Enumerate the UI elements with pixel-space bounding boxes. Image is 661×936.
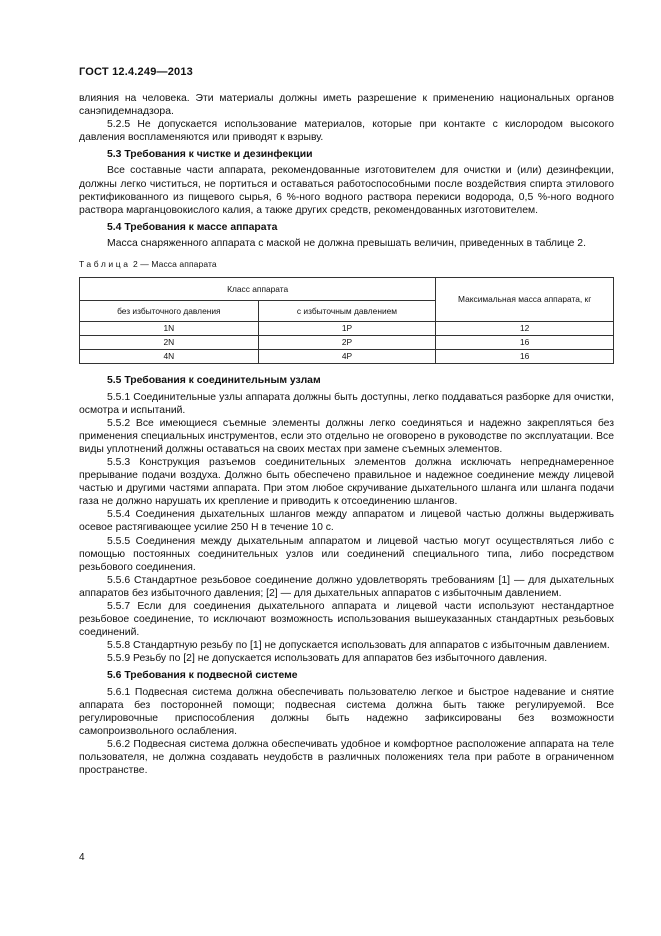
clause-5-5-1: 5.5.1 Соединительные узлы аппарата должны быть доступны, легко поддаваться разборке для очистки, осмотра и испытаний. bbox=[79, 391, 614, 416]
clause-5-5-3: 5.5.3 Конструкция разъемов соединительных элементов должна исключать непреднамеренное прерывание подачи воздуха. Должно быть обеспечено правильное и надежное соединение между лицевой частью и другими частями аппарата. При этом любое скручивание дыхательного шланга или шланга подачи газа не должно нарушать их крепление и приводить к отсоединению шлангов. bbox=[79, 456, 614, 508]
table-cell: 16 bbox=[436, 336, 614, 350]
table-cell: 4P bbox=[258, 350, 436, 364]
table-row bbox=[80, 322, 614, 336]
clause-5-6-2: 5.6.2 Подвесная система должна обеспечивать удобное и комфортное расположение аппарата на теле пользователя, не должна создавать неудобств в различных положениях тела при работе в ограниченном пространстве. bbox=[79, 738, 614, 777]
table-cell: 2P bbox=[258, 336, 436, 350]
table-cell: 4N bbox=[80, 350, 259, 364]
page-number: 4 bbox=[79, 852, 85, 863]
section-heading-5-4: 5.4 Требования к массе аппарата bbox=[107, 221, 278, 233]
table-caption-title: 2 — Масса аппарата bbox=[130, 259, 217, 270]
section-heading-5-5: 5.5 Требования к соединительным узлам bbox=[107, 375, 321, 387]
clause-5-5-7: 5.5.7 Если для соединения дыхательного аппарата и лицевой части используют нестандартное резьбовое соединение, то исключают возможность использования вышеуказанных стандартных резьбовых соединений. bbox=[79, 601, 614, 639]
table-caption bbox=[79, 258, 614, 271]
table-header-overpressure: с избыточным давлением bbox=[258, 301, 436, 322]
table-caption-prefix: Таблица bbox=[79, 259, 131, 270]
table-cell: 12 bbox=[436, 322, 614, 336]
table-header-max-mass: Максимальная масса аппарата, кг bbox=[436, 278, 614, 322]
clause-5-5-5: 5.5.5 Соединения между дыхательным аппаратом и лицевой частью могут осуществляться либо с помощью постоянных соединительных узлов или соединений специального типа, либо посредством резьбового соединения. bbox=[79, 535, 614, 573]
clause-5-5-4: 5.5.4 Соединения дыхательных шлангов между аппаратом и лицевой частью должны выдерживать осевое растягивающее усилие 250 Н в течение 10 с. bbox=[79, 509, 614, 534]
table-cell: 1P bbox=[258, 322, 436, 336]
document-body bbox=[79, 92, 614, 777]
paragraph-continued: влияния на человека. Эти материалы должны иметь разрешение к применению национальных органов санэпидемнадзора. bbox=[79, 93, 614, 118]
section-heading-5-3: 5.3 Требования к чистке и дезинфекции bbox=[107, 149, 313, 161]
section-heading-5-6: 5.6 Требования к подвесной системе bbox=[107, 670, 298, 682]
table-cell: 16 bbox=[436, 350, 614, 364]
clause-5-5-8: 5.5.8 Стандартную резьбу по [1] не допускается использовать для аппаратов с избыточным давлением. bbox=[107, 640, 610, 652]
section-5-3-text: Все составные части аппарата, рекомендованные изготовителем для очистки и (или) дезинфекции, должны легко чиститься, не портиться и оставаться работоспособными после воздействия спирта этилового ректификованного из пищевого сырья, 6 %-ного водного раствора перекиси водорода, 0,5 %-ного водного раствора марганцовокислого калия, а также других средств, рекомендованных изготовителем. bbox=[79, 165, 614, 216]
clause-5-5-6: 5.5.6 Стандартное резьбовое соединение должно удовлетворять требованиям [1] — для дыхательных аппаратов без избыточного давления; [2] — для дыхательных аппаратов с избыточным давлением. bbox=[79, 574, 614, 599]
section-5-4-text: Масса снаряженного аппарата с маской не должна превышать величин, приведенных в таблице 2. bbox=[107, 237, 586, 249]
table-row bbox=[80, 336, 614, 350]
table-cell: 1N bbox=[80, 322, 259, 336]
mass-table bbox=[79, 277, 614, 364]
clause-5-2-5: 5.2.5 Не допускается использование материалов, которые при контакте с кислородом высокого давления воспламеняются или приводят к взрыву. bbox=[79, 119, 614, 144]
clause-5-5-2: 5.5.2 Все имеющиеся съемные элементы должны легко соединяться и надежно закрепляться без применения специальных инструментов, если это отдельно не оговорено в руководстве по эксплуатации. Все виды уплотнений должны оставаться на своих местах при замене съемных элементов. bbox=[79, 417, 614, 455]
table-group-header: Класс аппарата bbox=[80, 278, 436, 301]
table-row bbox=[80, 350, 614, 364]
table-header-no-overpressure: без избыточного давления bbox=[80, 301, 259, 322]
clause-5-5-9: 5.5.9 Резьбу по [2] не допускается использовать для аппаратов без избыточного давления. bbox=[107, 653, 548, 665]
document-code-header: ГОСТ 12.4.249—2013 bbox=[79, 66, 193, 78]
clause-5-6-1: 5.6.1 Подвесная система должна обеспечивать пользователю легкое и быстрое надевание и снятие аппарата без посторонней помощи; подвесная система должна быть также регулируемой. Все регулировочные приспособления должны быть надежно зафиксированы без возможности самопроизвольного ослабления. bbox=[79, 686, 614, 737]
table-cell: 2N bbox=[80, 336, 259, 350]
